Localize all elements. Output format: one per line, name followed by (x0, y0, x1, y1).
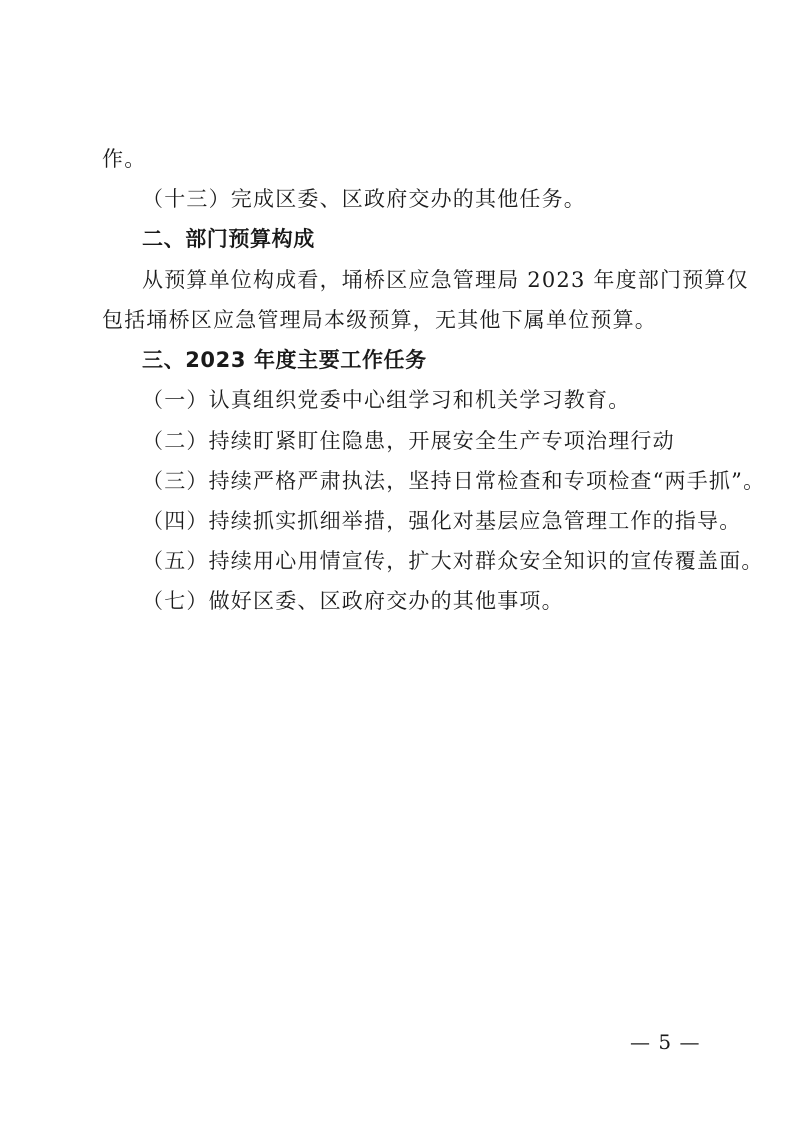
paragraph-budget-units-line-2: 包括埇桥区应急管理局本级预算，无其他下属单位预算。 (102, 308, 657, 332)
section-heading-budget-composition: 二、部门预算构成 (142, 227, 315, 251)
task-item-4: （四）持续抓实抓细举措，强化对基层应急管理工作的指导。 (142, 509, 742, 533)
paragraph-continuation: 作。 (102, 147, 147, 171)
task-item-2: （二）持续盯紧盯住隐患，开展安全生产专项治理行动 (142, 429, 675, 453)
task-item-5: （五）持续用心用情宣传，扩大对群众安全知识的宣传覆盖面。 (142, 549, 764, 573)
paragraph-budget-units-line-1: 从预算单位构成看，埇桥区应急管理局 2023 年度部门预算仅 (142, 268, 749, 292)
paragraph-item-13: （十三）完成区委、区政府交办的其他任务。 (142, 187, 586, 211)
task-item-3: （三）持续严格严肃执法，坚持日常检查和专项检查“两手抓”。 (142, 469, 766, 493)
section-heading-main-tasks: 三、2023 年度主要工作任务 (142, 348, 427, 372)
task-item-1: （一）认真组织党委中心组学习和机关学习教育。 (142, 388, 631, 412)
task-item-7: （七）做好区委、区政府交办的其他事项。 (142, 589, 564, 613)
page-number: — 5 — (630, 1030, 701, 1054)
